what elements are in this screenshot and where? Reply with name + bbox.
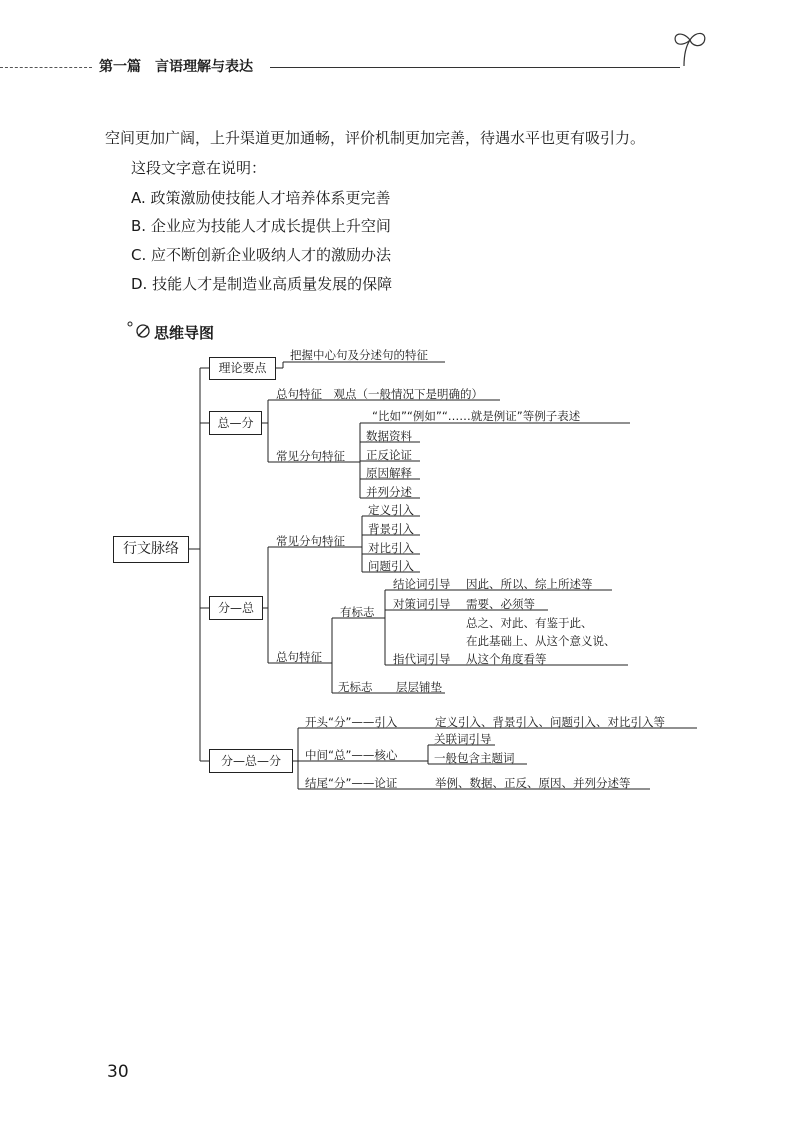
page-number: 30: [107, 1062, 129, 1082]
fz-fen-item: 问题引入: [368, 559, 414, 573]
fz-jielun-label: 结论词引导: [393, 577, 451, 591]
fzf-mid: 中间“总”——核心: [305, 748, 398, 762]
fzf-end: 结尾“分”——论证: [305, 776, 398, 790]
fzf-start-desc: 定义引入、背景引入、问题引入、对比引入等: [435, 715, 665, 729]
zf-item: 数据资料: [366, 429, 412, 443]
fz-wu-desc: 层层铺垫: [396, 680, 442, 694]
fz-youbiaozhi: 有标志: [340, 605, 375, 619]
mindmap-heading: 思维导图: [154, 324, 215, 342]
node-fenzongfen: 分—总—分: [209, 749, 293, 773]
zf-item: 并列分述: [366, 485, 412, 499]
zf-item: “比如”“例如”“……就是例证”等例子表述: [372, 409, 581, 423]
zf-item: 原因解释: [366, 466, 412, 480]
fz-zhidai-word-line: 在此基础上、从这个意义说、: [466, 634, 616, 648]
fz-duice-label: 对策词引导: [393, 597, 451, 611]
fzf-mid-item: 一般包含主题词: [434, 751, 515, 765]
fzf-start: 开头“分”——引入: [305, 715, 398, 729]
option-b[interactable]: B. 企业应为技能人才成长提供上升空间: [131, 217, 391, 235]
zf-item: 正反论证: [366, 448, 412, 462]
fz-zhidai-label: 指代词引导: [393, 652, 451, 666]
lilun-desc: 把握中心句及分述句的特征: [290, 348, 428, 362]
question-stem: 这段文字意在说明：: [131, 159, 267, 177]
fz-zhidai-word-line: 从这个角度看等: [466, 652, 547, 666]
fzf-mid-item: 关联词引导: [434, 732, 492, 746]
passage-continuation: 空间更加广阔，上升渠道更加通畅，评价机制更加完善，待遇水平也更有吸引力。: [105, 129, 646, 147]
node-zongfen: 总—分: [209, 411, 262, 435]
fz-fen-item: 对比引入: [368, 541, 414, 555]
fz-fen-item: 背景引入: [368, 522, 414, 536]
fz-zhidai-word-line: 总之、对此、有鉴于此、: [466, 616, 593, 630]
node-lilun: 理论要点: [209, 357, 276, 380]
fz-wubiaozhi: 无标志: [338, 680, 373, 694]
node-fenzong: 分—总: [209, 596, 263, 620]
fz-zongju: 总句特征: [276, 650, 322, 664]
zf-zongju: 总句特征 观点（一般情况下是明确的）: [276, 387, 483, 401]
option-a[interactable]: A. 政策激励使技能人才培养体系更完善: [131, 189, 391, 207]
root-node: 行文脉络: [113, 536, 189, 563]
zf-fenju: 常见分句特征: [276, 449, 345, 463]
chapter-title: 第一篇 言语理解与表达: [99, 59, 253, 75]
option-c[interactable]: C. 应不断创新企业吸纳人才的激励办法: [131, 246, 392, 264]
fzf-end-desc: 举例、数据、正反、原因、并列分述等: [435, 776, 631, 790]
fz-fenju: 常见分句特征: [276, 534, 345, 548]
fz-jielun-words: 因此、所以、综上所述等: [466, 577, 593, 591]
fz-duice-words: 需要、必须等: [466, 597, 535, 611]
fz-fen-item: 定义引入: [368, 503, 414, 517]
option-d[interactable]: D. 技能人才是制造业高质量发展的保障: [131, 275, 393, 293]
